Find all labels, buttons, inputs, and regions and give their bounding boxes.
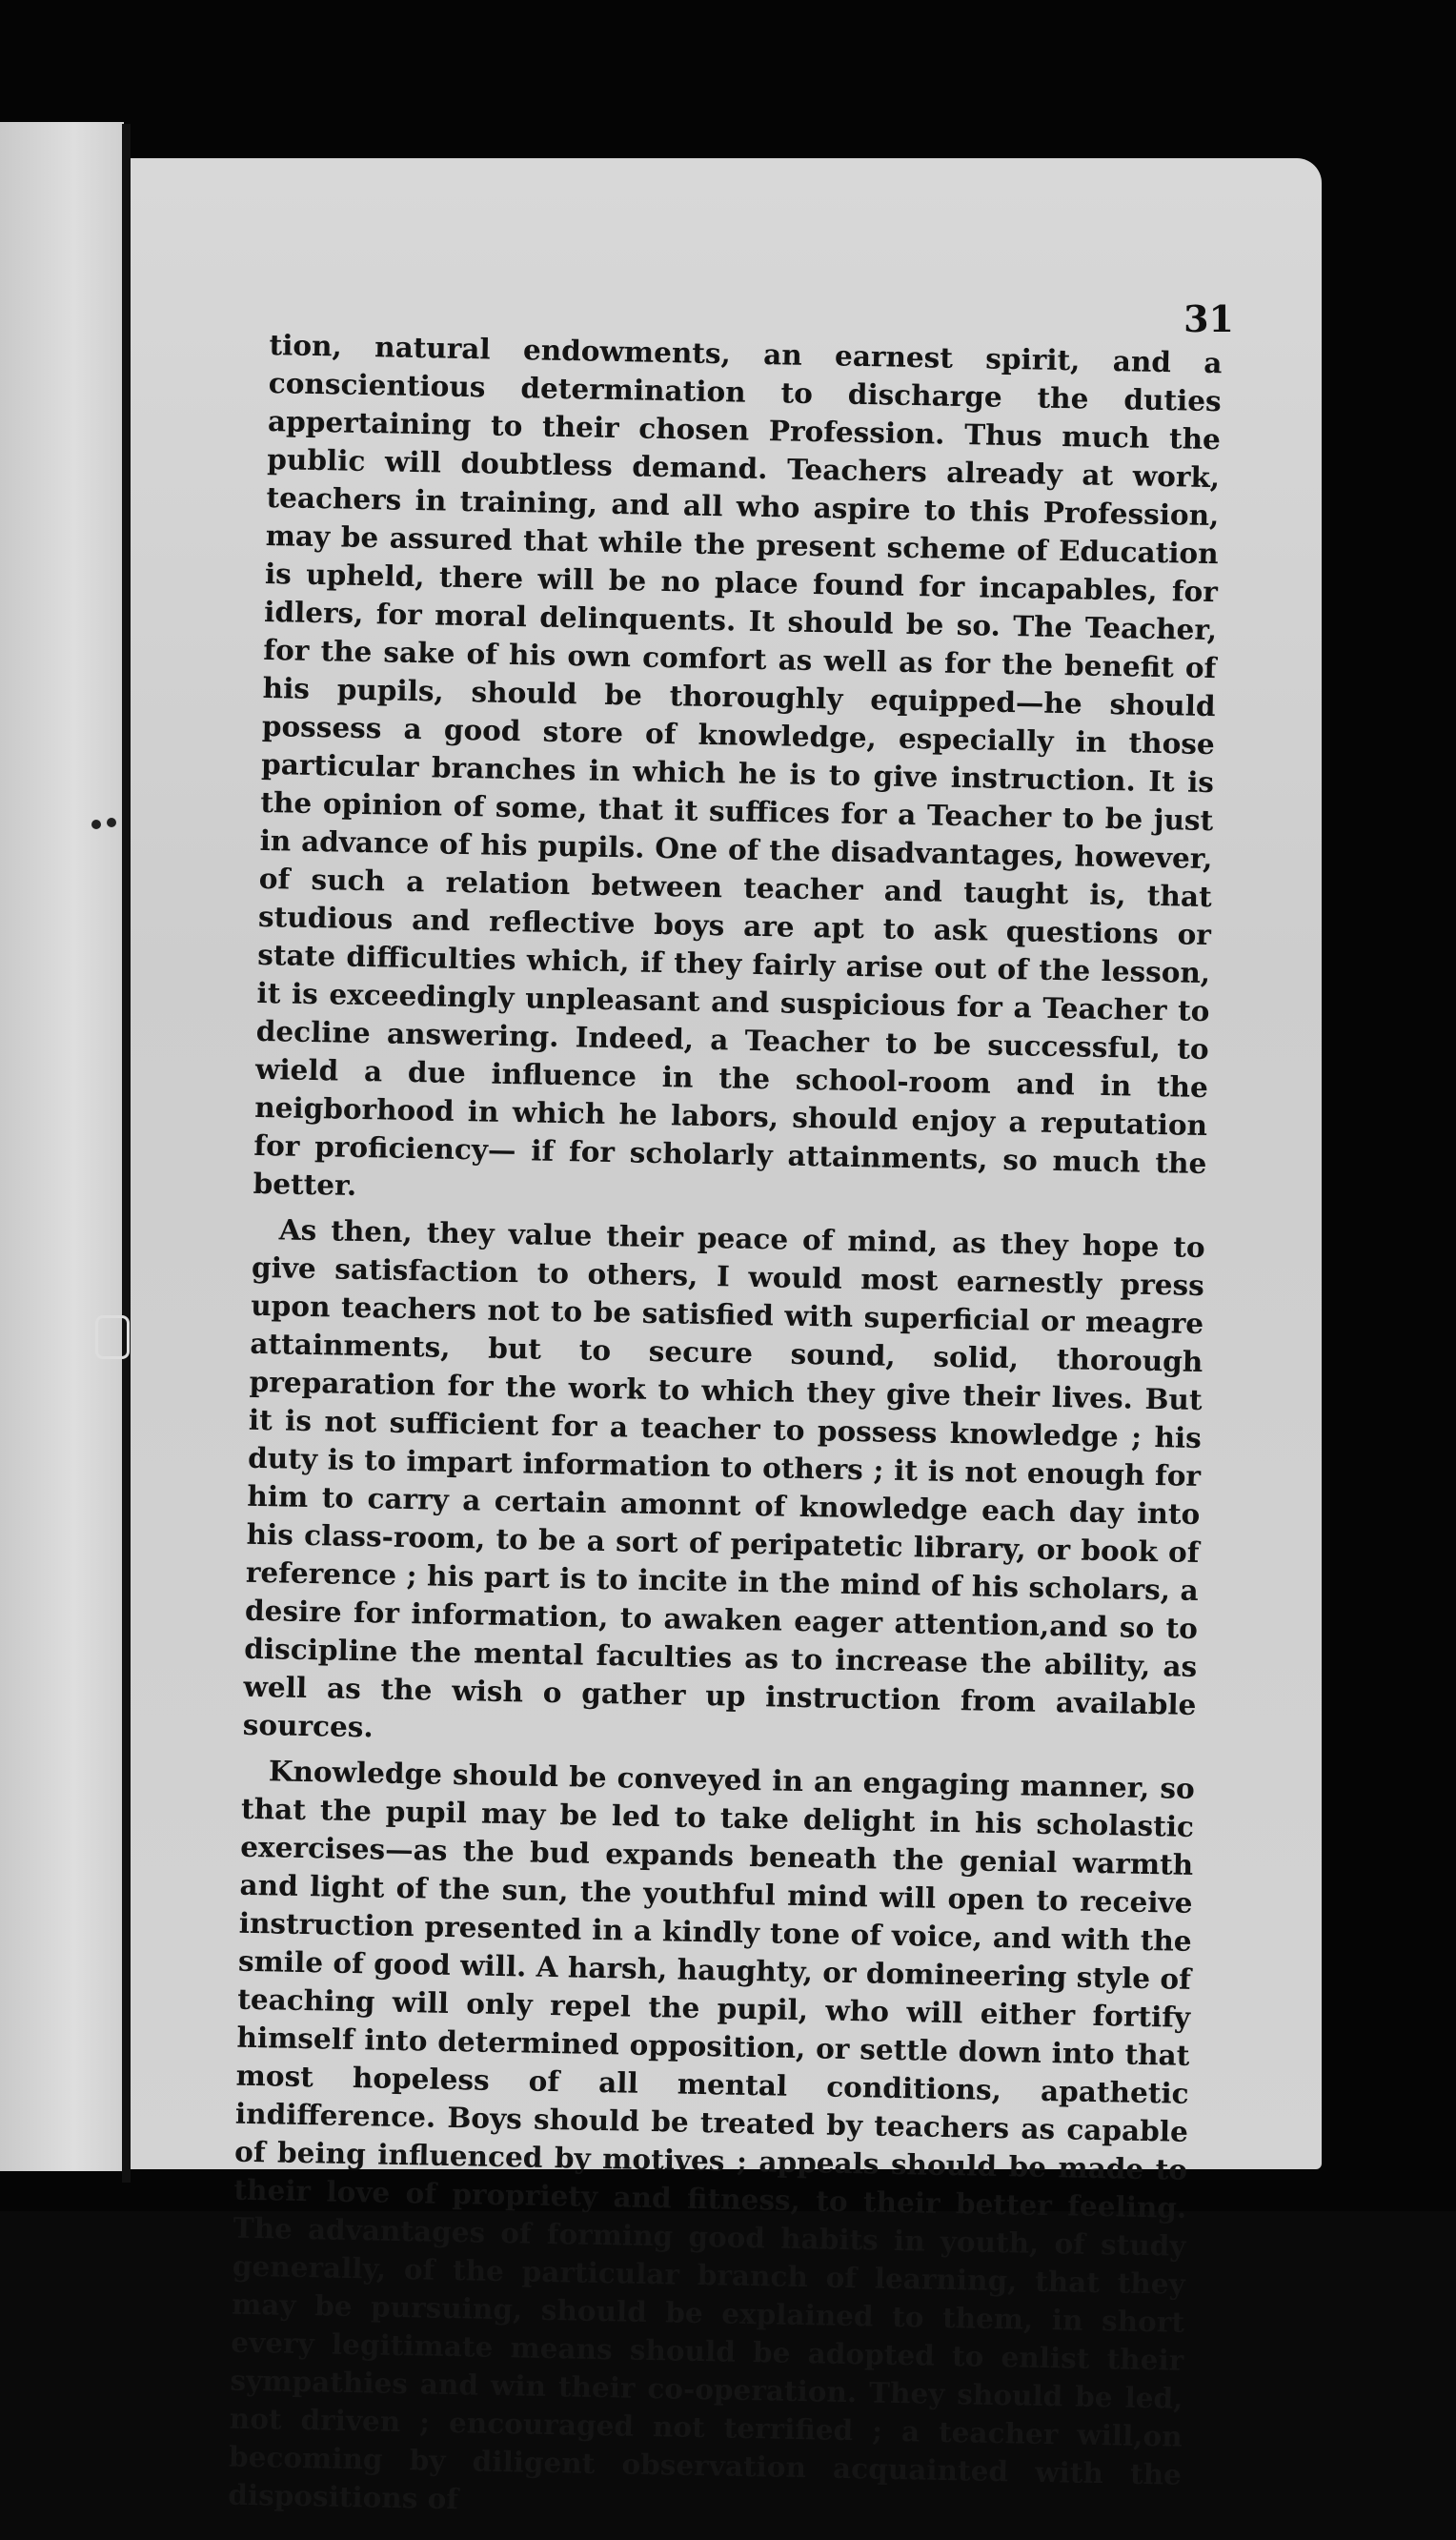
page-body-text <box>228 326 1223 2540</box>
left-facing-page <box>0 122 124 2171</box>
binding-thread <box>95 1315 130 1359</box>
page-number: 31 <box>1183 297 1234 340</box>
paragraph: Knowledge should be conveyed in an engaging manner, so that the pupil may be led to take delight in his scholastic exercises—as the bud expands beneath the genial warmth and light of the sun, the youthful mind will open to receive instruction presented in a kindly tone of voice, and with the smile of good will. A harsh, haughty, or domineering style of teaching will only repel the pupil, who will either fortify himself into determined opposition, or settle down into that most hopeless of all mental conditions, apathetic indifference. Boys should be treated by teachers as capable of being influenced by motives ; appeals should be made to their love of propriety and fitness, to their better feeling. The advantages of forming good habits in youth, of study generally, of the particular branch of learning, that they may be pursuing, should be explained to them, in short every legitimate means should be adopted to enlist their sympathies and win their co-operation. They should be led, not driven ; encouraged not terrified ; a teacher will,on becoming by diligent observation acquainted with the dispositions of <box>227 1754 1196 2516</box>
left-page-mark <box>107 818 116 827</box>
left-page-mark <box>91 820 101 829</box>
paragraph: As then, they value their peace of mind, as they hope to give satisfaction to others, I would most earnestly press upon teachers not to be satisfied with superficial or meagre attainments, but to secure sound, solid, thorough preparation for the work to which they give their lives. But it is not sufficient for a teacher to possess knowledge ; his duty is to impart information to others ; it is not enough for him to carry a certain amonnt of knowledge each day into his class-room, to be a sort of peripatetic library, or book of reference ; his part is to incite in the mind of his scholars, a desire for information, to awaken eager attention,and so to discipline the mental faculties as to increase the ability, as well as the wish o gather up instruction from available sources. <box>242 1212 1205 1744</box>
paragraph: tion, natural endowments, an earnest spirit, and a conscientious determination to discharge the duties appertaining to their chosen Profession. Thus much the public will doubtless demand. Teachers already at work, teachers in training, and all who aspire to this Profession, may be assured that while the present scheme of Education is upheld, there will be no place found for incapables, for idlers, for moral delinquents. It should be so. The Teacher, for the sake of his own comfort as well as for the benefit of his pupils, should be thoroughly equipped—he should possess a good store of knowledge, especially in those particular branches in which he is to give instruction. It is the opinion of some, that it suffices for a Teacher to be just in advance of his pupils. One of the disadvantages, however, of such a relation between teacher and taught is, that studious and reflective boys are apt to ask questions or state difficulties which, if they fairly arise out of the lesson, it is exceedingly unpleasant and suspicious for a Teacher to decline answering. Indeed, a Teacher to be successful, to wield a due influence in the school-room and in the neigborhood in which he labors, should enjoy a reputation for proficiency— if for scholarly attainments, so much the better. <box>253 327 1223 1202</box>
binding-gutter <box>122 124 131 2183</box>
book-page <box>131 158 1322 2516</box>
